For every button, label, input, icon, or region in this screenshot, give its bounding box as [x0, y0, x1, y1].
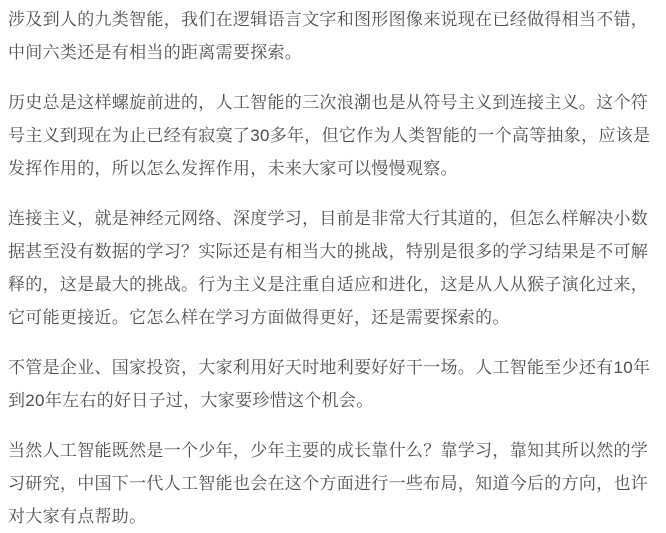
paragraph-3: 连接主义，就是神经元网络、深度学习，目前是非常大行其道的，但怎么样解决小数据甚至没有数据的学习？实际还是有相当大的挑战，特别是很多的学习结果是不可解释的，这是最大的挑战。行为主义是注重自适应和进化，这是从人从猴子演化过来，它可能更接近。它怎么样在学习方面做得更好，还是需要探索的。 [8, 209, 649, 327]
paragraph-5: 当然人工智能既然是一个少年，少年主要的成长靠什么？靠学习，靠知其所以然的学习研究，中国下一代人工智能也会在这个方面进行一些布局，知道今后的方向，也许对大家有点帮助。 [8, 441, 649, 526]
paragraph-1: 涉及到人的九类智能，我们在逻辑语言文字和图形图像来说现在已经做得相当不错，中间六类还是有相当的距离需要探索。 [8, 10, 649, 62]
paragraph-2: 历史总是这样螺旋前进的，人工智能的三次浪潮也是从符号主义到连接主义。这个符号主义到现在为止已经有寂寞了30多年，但它作为人类智能的一个高等抽象，应该是发挥作用的，所以怎么发挥作用，未来大家可以慢慢观察。 [8, 93, 651, 178]
paragraph-4: 不管是企业、国家投资，大家利用好天时地利要好好干一场。人工智能至少还有10年到20年左右的好日子过，大家要珍惜这个机会。 [8, 358, 651, 410]
